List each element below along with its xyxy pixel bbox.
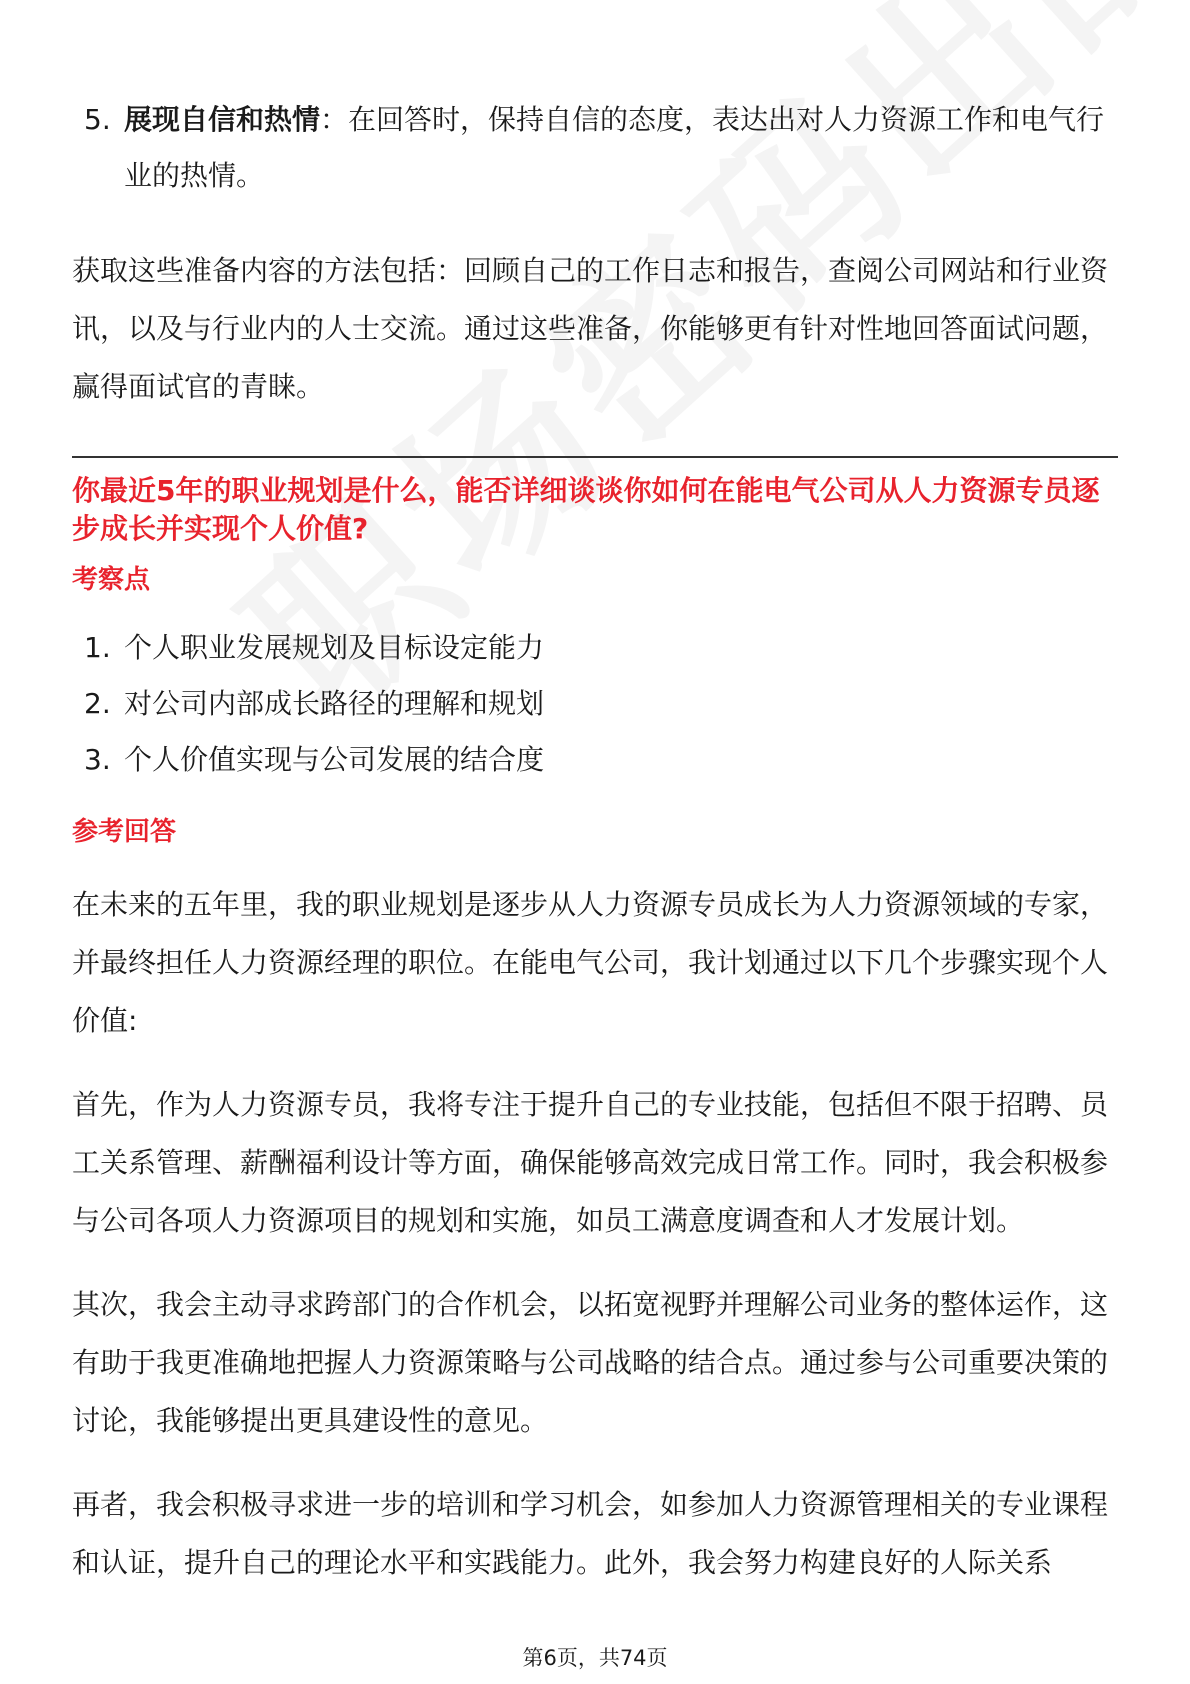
list-item-text: 个人职业发展规划及目标设定能力 [124,631,545,664]
list-item-title: 展现自信和热情 [124,103,321,136]
list-item [72,92,1118,204]
page-footer: 第6页，共74页 [522,1646,668,1670]
list-item-text: ：在回答时，保持自信的态度，表达出对人力资源工作和电气行业的热情。 [124,103,1105,192]
exam-points-list [72,620,1118,788]
list-number: 2. [84,687,111,720]
answer-paragraph: 其次，我会主动寻求跨部门的合作机会，以拓宽视野并理解公司业务的整体运作，这有助于我更准确地把握人力资源策略与公司战略的结合点。通过参与公司重要决策的讨论，我能够提出更具建设性的意见。 [72,1288,1109,1437]
section-divider [72,456,1118,458]
list-item [72,620,1118,676]
list-number: 5. [84,103,111,136]
question-heading: 你最近5年的职业规划是什么，能否详细谈谈你如何在能电气公司从人力资源专员逐步成长并实现个人价值? [72,474,1100,545]
exam-points-heading: 考察点 [72,565,151,595]
answer-paragraph: 首先，作为人力资源专员，我将专注于提升自己的专业技能，包括但不限于招聘、员工关系管理、薪酬福利设计等方面，确保能够高效完成日常工作。同时，我会积极参与公司各项人力资源项目的规划和实施，如员工满意度调查和人才发展计划。 [72,1088,1109,1237]
list-number: 3. [84,743,111,776]
document-page [72,92,1118,1592]
answer-heading: 参考回答 [72,817,177,847]
list-number: 1. [84,631,111,664]
prep-paragraph: 获取这些准备内容的方法包括：回顾自己的工作日志和报告，查阅公司网站和行业资讯，以及与行业内的人士交流。通过这些准备，你能够更有针对性地回答面试问题，赢得面试官的青睐。 [72,254,1109,403]
list-item [72,676,1118,732]
answer-paragraph: 在未来的五年里，我的职业规划是逐步从人力资源专员成长为人力资源领域的专家，并最终担任人力资源经理的职位。在能电气公司，我计划通过以下几个步骤实现个人价值: [72,888,1109,1037]
list-item-text: 对公司内部成长路径的理解和规划 [124,687,545,720]
list-item-text: 个人价值实现与公司发展的结合度 [124,743,545,776]
list-item [72,732,1118,788]
answer-paragraph: 再者，我会积极寻求进一步的培训和学习机会，如参加人力资源管理相关的专业课程和认证，提升自己的理论水平和实践能力。此外，我会努力构建良好的人际关系 [72,1488,1109,1579]
